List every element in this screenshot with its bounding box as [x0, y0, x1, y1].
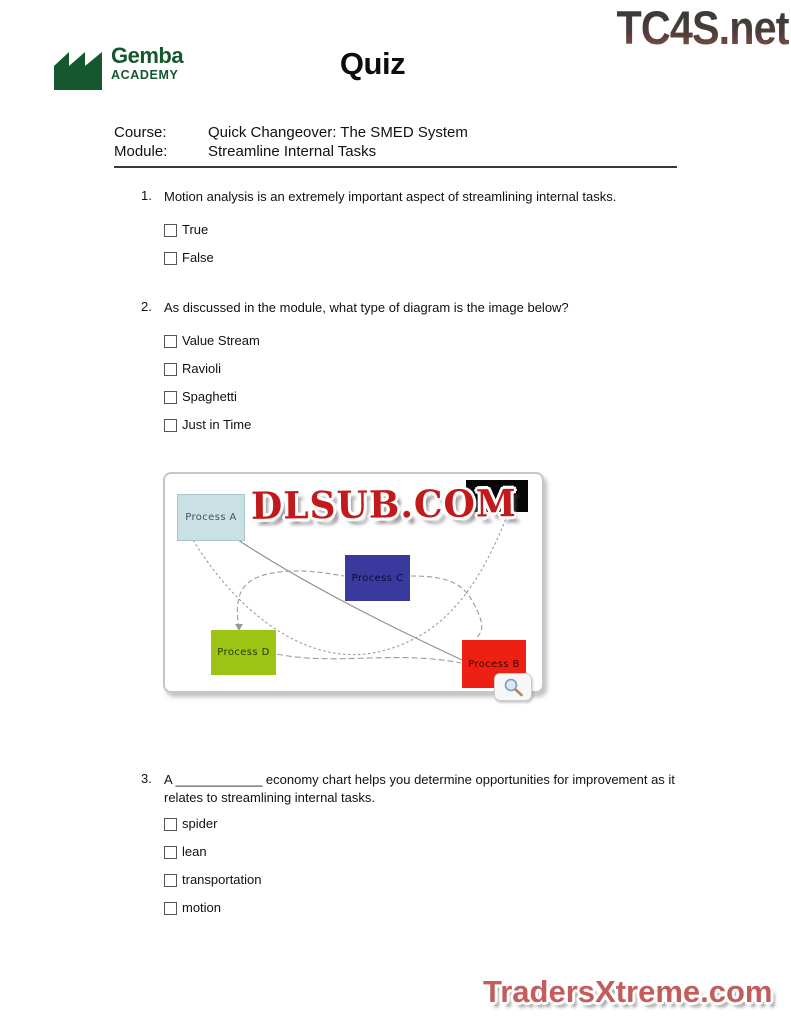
option-label-false: False: [182, 250, 214, 265]
logo-subbrand-text: ACADEMY: [111, 68, 179, 82]
tradersxtreme-watermark: TradersXtreme.com: [483, 974, 773, 1009]
checkbox-just-in-time[interactable]: [164, 419, 177, 432]
option-row-spider: [164, 818, 696, 830]
option-label-true: True: [182, 222, 209, 237]
checkbox-lean[interactable]: [164, 846, 177, 859]
dlsub-watermark: DLSUB.COM: [250, 481, 517, 529]
question-2-number: 2.: [141, 299, 152, 314]
page-title: Quiz: [339, 46, 406, 81]
module-row: [114, 142, 677, 161]
module-label: Module:: [114, 143, 168, 160]
option-row-spaghetti: [164, 391, 696, 403]
option-row-ravioli: [164, 363, 696, 375]
question-1-number: 1.: [141, 188, 152, 203]
course-value: Quick Changeover: The SMED System: [208, 124, 468, 141]
question-3-number: 3.: [141, 771, 152, 786]
checkbox-transportation[interactable]: [164, 874, 177, 887]
process-b-box: Process B: [462, 640, 526, 688]
option-label-just-in-time: Just in Time: [182, 417, 252, 432]
magnifier-icon: [500, 677, 526, 697]
option-row-just-in-time: [164, 419, 696, 431]
checkbox-false[interactable]: [164, 252, 177, 265]
course-row: [114, 123, 677, 142]
process-c-box: Process C: [345, 555, 410, 601]
option-label-transportation: transportation: [182, 872, 262, 887]
question-1-options: [164, 224, 696, 264]
checkbox-value-stream[interactable]: [164, 335, 177, 348]
option-label-value-stream: Value Stream: [182, 333, 260, 348]
spaghetti-diagram-image: [163, 472, 544, 693]
option-label-ravioli: Ravioli: [182, 361, 222, 376]
option-row-transportation: [164, 874, 696, 886]
question-2-options: [164, 335, 696, 431]
option-label-motion: motion: [182, 900, 222, 915]
question-3: [141, 771, 696, 930]
option-label-lean: lean: [182, 844, 207, 859]
question-3-options: [164, 818, 696, 914]
question-2: [141, 299, 696, 447]
question-1: [141, 188, 696, 280]
option-row-motion: [164, 902, 696, 914]
checkbox-spaghetti[interactable]: [164, 391, 177, 404]
checkbox-true[interactable]: [164, 224, 177, 237]
checkbox-spider[interactable]: [164, 818, 177, 831]
option-row-value-stream: [164, 335, 696, 347]
process-a-box: Process A: [177, 494, 245, 541]
option-label-spider: spider: [182, 816, 218, 831]
zoom-button[interactable]: [494, 673, 532, 701]
module-value: Streamline Internal Tasks: [208, 143, 377, 160]
option-row-false: [164, 252, 696, 264]
question-3-text: A ____________ economy chart helps you determine opportunities for improvement as it relates to streamlining internal tasks.: [164, 772, 675, 805]
logo-brand-text: Gemba: [111, 43, 184, 68]
tc4s-watermark: TC4S.net: [616, 1, 789, 54]
question-2-text: As discussed in the module, what type of diagram is the image below?: [164, 300, 569, 315]
course-label: Course:: [114, 124, 167, 141]
option-row-true: [164, 224, 696, 236]
checkbox-ravioli[interactable]: [164, 363, 177, 376]
question-1-text: Motion analysis is an extremely important aspect of streamlining internal tasks.: [164, 189, 617, 204]
checkbox-motion[interactable]: [164, 902, 177, 915]
option-label-spaghetti: Spaghetti: [182, 389, 237, 404]
option-row-lean: [164, 846, 696, 858]
process-d-box: Process D: [211, 630, 276, 675]
course-module-block: [114, 123, 677, 168]
